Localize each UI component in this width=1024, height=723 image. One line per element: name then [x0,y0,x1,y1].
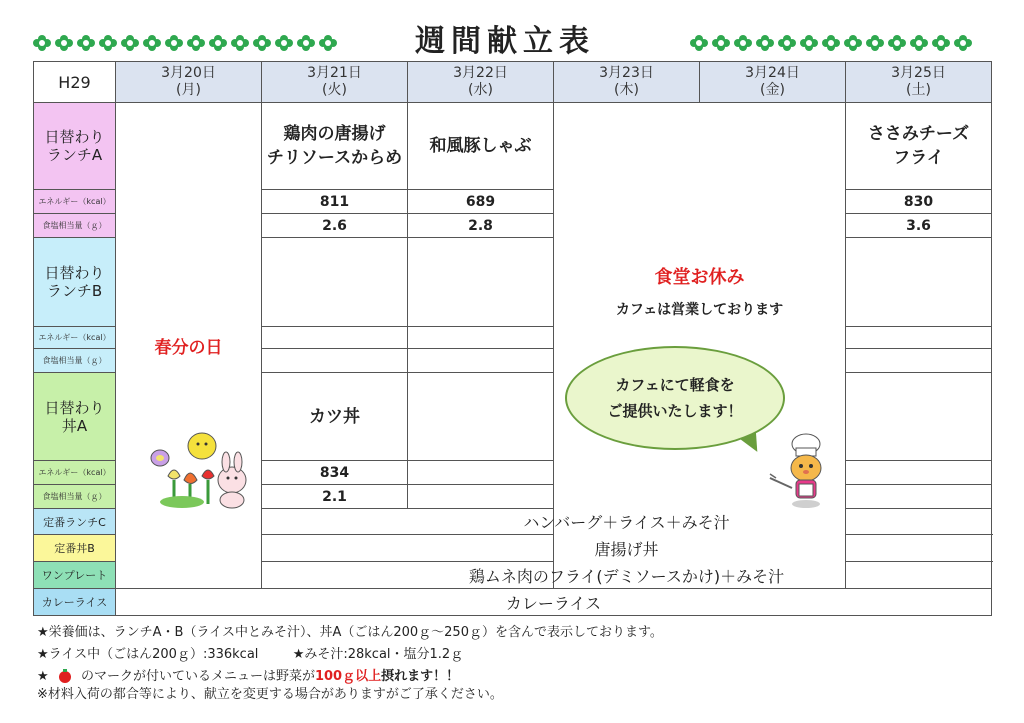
energy-value: 689 [408,190,554,214]
tomato-icon [59,671,71,683]
page-title: 週間献立表 [415,24,595,59]
salt-value: 2.8 [408,214,554,238]
chef-cat-illustration [768,432,830,510]
salt-value [846,349,992,373]
speech-bubble [565,346,785,450]
day-header: 3月21日 (火) [262,62,408,103]
don-a-dish [408,373,554,461]
lunch-a-dish: ささみチーズ フライ [846,103,992,190]
lunch-a-dish: 和風豚しゃぶ [408,103,554,190]
energy-value: 834 [262,461,408,485]
weekly-menu-table [33,61,992,616]
energy-value [846,461,992,485]
energy-value [408,327,554,349]
closed-title: 食堂お休み [654,267,745,288]
salt-value: 2.6 [262,214,408,238]
row-label-lunch-b: 日替わり ランチB [34,238,116,327]
salt-label: 食塩相当量（ｇ） [34,485,116,509]
energy-value [408,461,554,485]
left-clover-decoration [33,34,337,52]
note-nutrition: ★栄養価は、ランチA・B（ライス中とみそ汁）、丼A（ごはん200ｇ～250ｇ）を含んで表示しております。 [37,625,663,640]
salt-value: 3.6 [846,214,992,238]
energy-value: 830 [846,190,992,214]
energy-value [846,327,992,349]
flowers-rabbit-illustration [150,430,260,510]
salt-label: 食塩相当量（ｇ） [34,349,116,373]
lunch-b-dish [408,238,554,327]
right-clover-decoration [690,34,972,52]
don-a-dish: カツ丼 [262,373,408,461]
footnotes [37,622,663,702]
row-label-lunch-a: 日替わり ランチA [34,103,116,190]
one-plate-dish: 鶏ムネ肉のフライ(デミソースかけ)＋みそ汁 [262,562,992,589]
salt-value [408,485,554,509]
energy-value [262,327,408,349]
day-header: 3月23日 (木) [554,62,700,103]
day-header: 3月22日 (水) [408,62,554,103]
salt-value [846,485,992,509]
energy-label: エネルギー（kcal） [34,327,116,349]
don-a-dish [846,373,992,461]
day-header: 3月24日 (金) [700,62,846,103]
lunch-b-dish [262,238,408,327]
day-header: 3月25日 (土) [846,62,992,103]
note-vegetables: ★ のマークが付いているメニューは野菜が100ｇ以上摂れます！！ [37,669,460,684]
row-label-fixed-c: 定番ランチC [34,509,116,535]
fixed-c-dish: ハンバーグ＋ライス＋みそ汁 [262,509,992,535]
note-rice-miso: ★ライス中（ごはん200ｇ）:336kcal ★みそ汁:28kcal・塩分1.2ｇ [37,647,464,662]
day-header: 3月20日 (月) [116,62,262,103]
energy-label: エネルギー（kcal） [34,461,116,485]
row-label-don-a: 日替わり 丼A [34,373,116,461]
salt-value: 2.1 [262,485,408,509]
energy-value: 811 [262,190,408,214]
salt-label: 食塩相当量（ｇ） [34,214,116,238]
bubble-text: カフェにて軽食を ご提供いたします！ [607,376,743,420]
monday-holiday-cell: 春分の日 [116,103,262,589]
lunch-a-dish: 鶏肉の唐揚げ チリソースからめ [262,103,408,190]
row-label-fixed-b: 定番丼B [34,535,116,562]
energy-label: エネルギー（kcal） [34,190,116,214]
cafe-open-note: カフェは営業しております [615,302,784,318]
row-label-one-plate: ワンプレート [34,562,116,589]
salt-value [262,349,408,373]
curry-dish: カレーライス [116,589,992,616]
note-changes: ※材料入荷の都合等により、献立を変更する場合がありますがご了承ください。 [37,687,503,702]
year-cell: H29 [34,62,116,103]
fixed-b-dish: 唐揚げ丼 [262,535,992,562]
row-label-curry: カレーライス [34,589,116,616]
salt-value [408,349,554,373]
lunch-b-dish [846,238,992,327]
